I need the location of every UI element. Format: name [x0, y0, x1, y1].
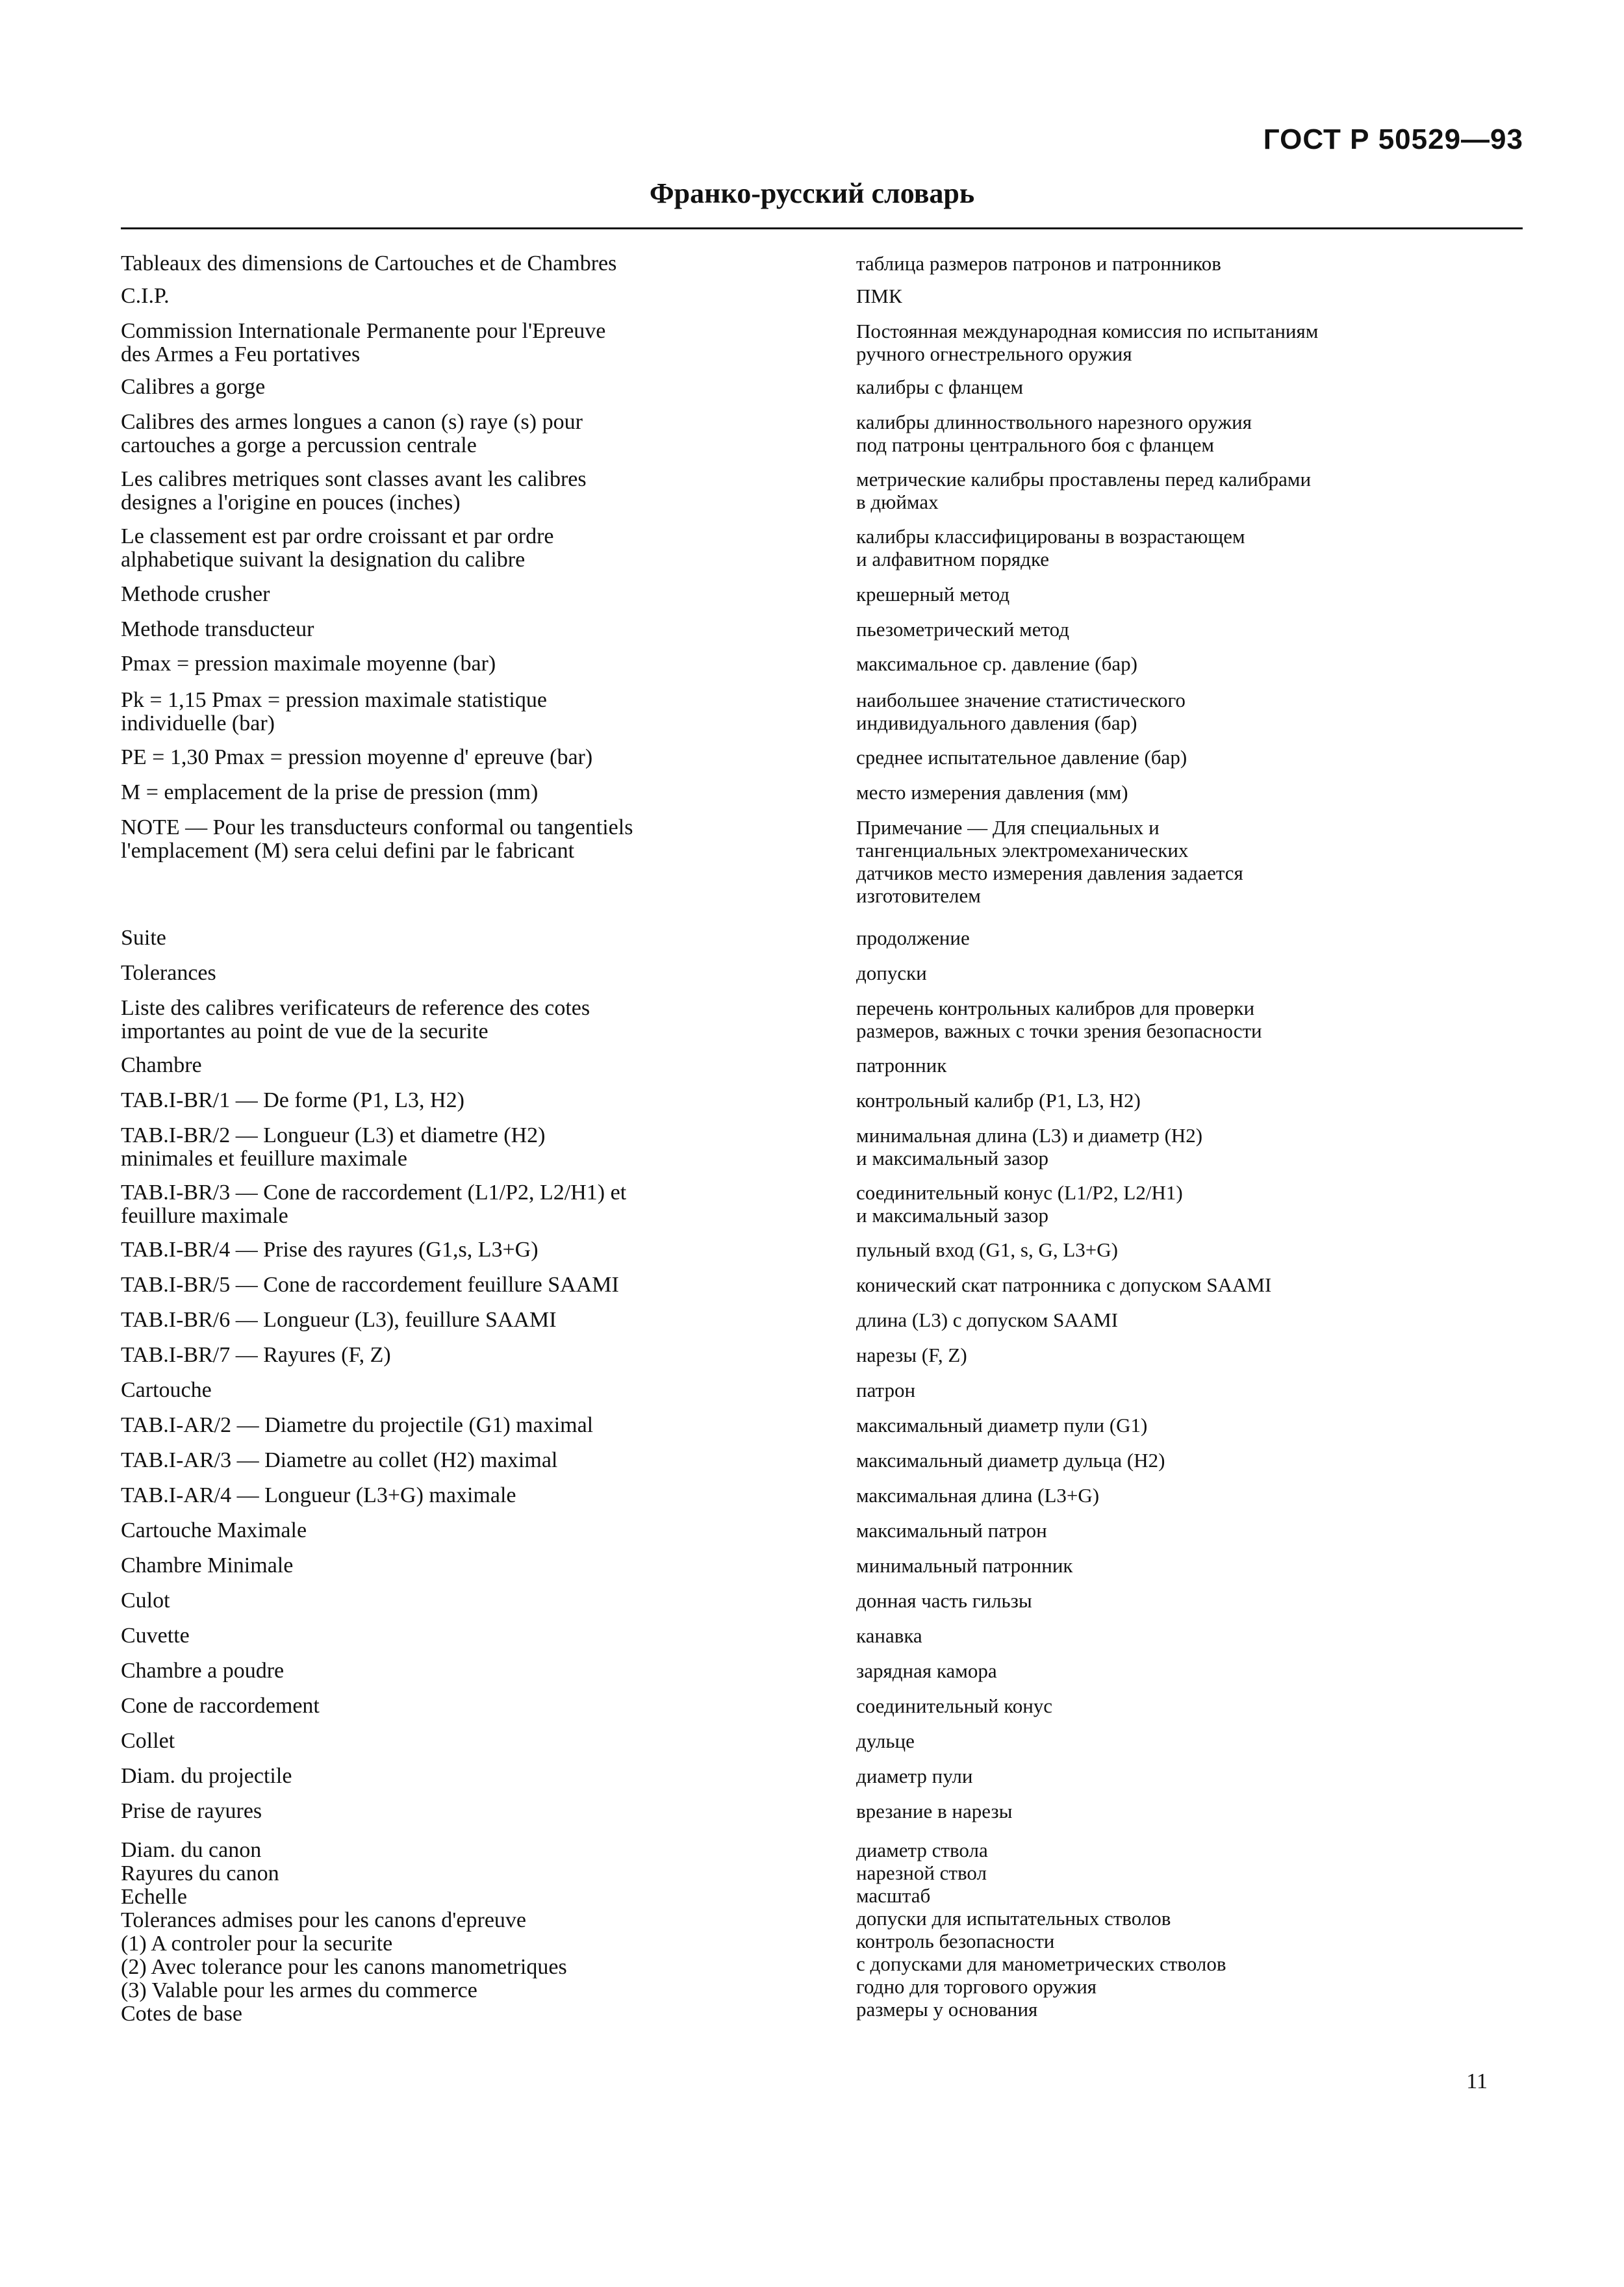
russian-translation: максимальный патрон	[856, 1519, 1047, 1542]
page-title: Франко-русский словарь	[649, 177, 975, 209]
french-term: Tolerances	[121, 961, 216, 985]
french-term: Cone de raccordement	[121, 1694, 320, 1718]
russian-translation: Постоянная международная комиссия по испытаниям ручного огнестрельного оружия	[856, 320, 1319, 365]
russian-translation: канавка	[856, 1624, 922, 1647]
french-term: TAB.I-BR/4 — Prise des rayures (G1,s, L3+G)	[121, 1238, 539, 1262]
russian-translation: патронник	[856, 1054, 947, 1077]
french-term: Cuvette	[121, 1624, 190, 1648]
russian-translation: Примечание — Для специальных и тангенциальных электромеханических датчиков место измерения давления задается изготовителем	[856, 816, 1243, 907]
french-term: Chambre a poudre	[121, 1659, 285, 1683]
french-term: TAB.I-BR/5 — Cone de raccordement feuillure SAAMI	[121, 1273, 619, 1297]
russian-translation: наибольшее значение статистического индивидуального давления (бар)	[856, 689, 1186, 734]
russian-translation: допуски	[856, 962, 927, 984]
russian-translation: калибры длинноствольного нарезного оружия под патроны центрального боя с фланцем	[856, 411, 1252, 456]
french-term: Suite	[121, 926, 166, 950]
russian-translation: максимальный диаметр дульца (H2)	[856, 1449, 1165, 1472]
russian-translation: калибры классифицированы в возрастающем и алфавитном порядке	[856, 525, 1245, 570]
russian-translation: соединительный конус	[856, 1694, 1053, 1717]
french-term: TAB.I-BR/1 — De forme (P1, L3, H2)	[121, 1088, 464, 1112]
russian-translation: ПМК	[856, 285, 902, 307]
french-term: Liste des calibres verificateurs de reference des cotes importantes au point de vue de la securite	[121, 996, 590, 1043]
french-term: TAB.I-AR/3 — Diametre au collet (H2) maximal	[121, 1448, 558, 1472]
french-term: M = emplacement de la prise de pression (mm)	[121, 780, 539, 804]
french-term: Le classement est par ordre croissant et par ordre alphabetique suivant la designation du calibre	[121, 524, 554, 572]
russian-translation: максимальный диаметр пули (G1)	[856, 1414, 1148, 1437]
french-term: Tableaux des dimensions de Cartouches et de Chambres	[121, 251, 617, 275]
russian-translation: место измерения давления (мм)	[856, 781, 1128, 804]
russian-translation: диаметр пули	[856, 1765, 973, 1787]
russian-translation: диаметр ствола нарезной ствол масштаб допуски для испытательных стволов контроль безопасности с допусками для манометрических стволов годно для торгового оружия размеры у основания	[856, 1839, 1226, 2021]
french-term: Prise de rayures	[121, 1799, 262, 1823]
russian-translation: продолжение	[856, 926, 970, 949]
french-term: Culot	[121, 1589, 170, 1613]
french-term: TAB.I-BR/2 — Longueur (L3) et diametre (H2) minimales et feuillure maximale	[121, 1123, 546, 1171]
french-term: Les calibres metriques sont classes avant les calibres designes a l'origine en pouces (inches)	[121, 467, 587, 515]
french-term: TAB.I-BR/3 — Cone de raccordement (L1/P2, L2/H1) et feuillure maximale	[121, 1181, 627, 1228]
french-term: Calibres a gorge	[121, 375, 266, 399]
french-term: Collet	[121, 1729, 175, 1753]
french-term: TAB.I-BR/7 — Rayures (F, Z)	[121, 1343, 391, 1367]
russian-translation: перечень контрольных калибров для проверки размеров, важных с точки зрения безопасности	[856, 997, 1262, 1042]
french-term: TAB.I-AR/2 — Diametre du projectile (G1) maximal	[121, 1413, 594, 1437]
french-term: Chambre	[121, 1053, 202, 1077]
russian-translation: крешерный метод	[856, 583, 1010, 606]
page-number: 11	[1466, 2069, 1488, 2093]
russian-translation: донная часть гильзы	[856, 1589, 1032, 1612]
french-term: Pk = 1,15 Pmax = pression maximale statistique individuelle (bar)	[121, 688, 547, 735]
french-term: Methode transducteur	[121, 617, 314, 641]
russian-translation: врезание в нарезы	[856, 1800, 1013, 1822]
french-term: C.I.P.	[121, 284, 170, 308]
russian-translation: минимальная длина (L3) и диаметр (H2) и максимальный зазор	[856, 1124, 1203, 1169]
french-term: PE = 1,30 Pmax = pression moyenne d' epreuve (bar)	[121, 745, 593, 769]
russian-translation: максимальная длина (L3+G)	[856, 1484, 1100, 1507]
russian-translation: пульный вход (G1, s, G, L3+G)	[856, 1238, 1118, 1261]
russian-translation: длина (L3) с допуском SAAMI	[856, 1309, 1119, 1331]
russian-translation: метрические калибры проставлены перед калибрами в дюймах	[856, 468, 1312, 513]
russian-translation: минимальный патронник	[856, 1554, 1073, 1577]
russian-translation: дульце	[856, 1730, 915, 1752]
russian-translation: таблица размеров патронов и патронников	[856, 252, 1221, 275]
russian-translation: зарядная камора	[856, 1659, 997, 1682]
french-term: Calibres des armes longues a canon (s) raye (s) pour cartouches a gorge a percussion centrale	[121, 410, 583, 457]
french-term: Cartouche Maximale	[121, 1518, 307, 1542]
french-term: Cartouche	[121, 1378, 212, 1402]
russian-translation: калибры с фланцем	[856, 376, 1024, 398]
french-term: Commission Internationale Permanente pour l'Epreuve des Armes a Feu portatives	[121, 319, 606, 366]
russian-translation: нарезы (F, Z)	[856, 1344, 967, 1366]
russian-translation: пьезометрический метод	[856, 618, 1069, 641]
russian-translation: патрон	[856, 1379, 916, 1401]
french-term: NOTE — Pour les transducteurs conformal ou tangentiels l'emplacement (M) sera celui defini par le fabricant	[121, 815, 633, 863]
french-term: Diam. du projectile	[121, 1764, 292, 1788]
french-term: TAB.I-AR/4 — Longueur (L3+G) maximale	[121, 1483, 516, 1507]
french-term: Methode crusher	[121, 582, 270, 606]
russian-translation: конический скат патронника с допуском SAAMI	[856, 1273, 1272, 1296]
standard-designation: ГОСТ Р 50529—93	[1263, 123, 1523, 155]
french-term: Chambre Minimale	[121, 1553, 294, 1578]
russian-translation: среднее испытательное давление (бар)	[856, 746, 1187, 769]
french-term: TAB.I-BR/6 — Longueur (L3), feuillure SAAMI	[121, 1308, 557, 1332]
french-term: Diam. du canon Rayures du canon Echelle Tolerances admises pour les canons d'epreuve (1) A controler pour la securite (2) Avec tolerance pour les canons manometriques (3) Valable pour les armes du commerce Cotes de base	[121, 1838, 567, 2026]
french-term: Pmax = pression maximale moyenne (bar)	[121, 652, 496, 676]
russian-translation: контрольный калибр (P1, L3, H2)	[856, 1089, 1141, 1112]
russian-translation: соединительный конус (L1/P2, L2/H1) и максимальный зазор	[856, 1181, 1183, 1227]
russian-translation: максимальное ср. давление (бар)	[856, 652, 1137, 675]
